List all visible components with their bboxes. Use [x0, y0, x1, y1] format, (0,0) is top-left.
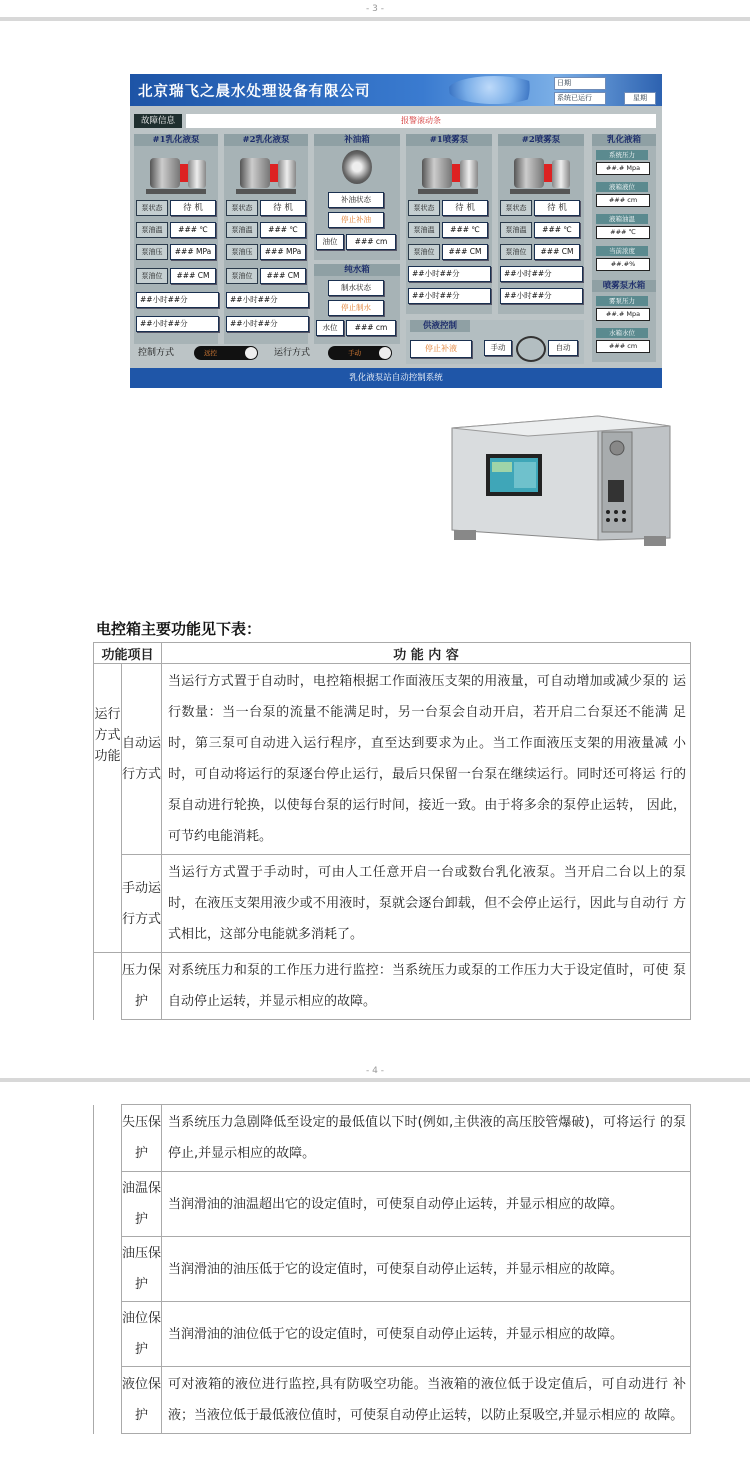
pump1-oilpress-value: ### MPa	[170, 244, 216, 260]
pump2-oilpress-value: ### MPa	[260, 244, 306, 260]
valve-icon	[516, 336, 546, 362]
table-header-row	[94, 643, 691, 664]
page-divider	[0, 17, 750, 21]
row-text: 当润滑油的油温超出它的设定值时，可使泵自动停止运转，并显示相应的故障。	[162, 1172, 691, 1237]
pump-icon	[146, 150, 206, 194]
control-mode-value: 远控	[204, 349, 217, 357]
table-row	[94, 1302, 691, 1367]
fault-info-button[interactable]: 故障信息	[134, 114, 182, 128]
pump1-panel	[134, 134, 218, 344]
pump2-oiltemp-label: 泵油温	[226, 222, 258, 238]
control-mode-toggle[interactable]	[194, 346, 258, 360]
supply-control-panel	[406, 320, 584, 364]
spray1-status-value: 待 机	[442, 200, 488, 216]
pump2-title: #2乳化液泵	[224, 134, 308, 146]
spray1-oiltemp-value: ### ℃	[442, 222, 488, 238]
oil-level-value: ### cm	[346, 234, 396, 250]
page-number-top: - 3 -	[366, 4, 384, 14]
pump1-status-value: 待 机	[170, 200, 216, 216]
system-status: 系统已运行	[554, 92, 606, 105]
spray-pressure-label: 雾泵压力	[596, 296, 648, 306]
pump2-oilpress-label: 泵油压	[226, 244, 258, 260]
manual-mode-label: 手动运行方式	[122, 855, 162, 953]
spray-tank-title: 喷雾泵水箱	[592, 280, 656, 292]
table-row	[94, 664, 691, 855]
tank-temp-label: 液箱油温	[596, 214, 648, 224]
spray2-oiltemp-label: 泵油温	[500, 222, 532, 238]
function-table-part1	[93, 642, 691, 1020]
spray2-status-value: 待 机	[534, 200, 580, 216]
group-label-run-mode: 运行方式功能	[94, 664, 122, 953]
tank-level-label: 液箱液位	[596, 182, 648, 192]
hmi-screen	[130, 74, 662, 388]
supply-stop: 停止补液	[410, 340, 472, 358]
pump2-status-label: 泵状态	[226, 200, 258, 216]
spray1-oillevel-label: 泵油位	[408, 244, 440, 260]
row-label: 失压保护	[122, 1105, 162, 1172]
pure-water-state: 制水状态	[328, 280, 384, 296]
spray1-panel	[406, 134, 492, 314]
spray-tank-panel	[592, 280, 656, 362]
spray-pressure-value: ##.# Mpa	[596, 308, 650, 321]
pump1-oilpress-label: 泵油压	[136, 244, 168, 260]
oil-tank-state: 补油状态	[328, 192, 384, 208]
supply-title: 供液控制	[410, 320, 470, 332]
page-divider	[0, 1078, 750, 1082]
pure-water-panel	[314, 264, 400, 344]
pump1-oiltemp-value: ### ℃	[170, 222, 216, 238]
water-level-value: ### cm	[346, 320, 396, 336]
table-row	[94, 1105, 691, 1172]
row-label: 液位保护	[122, 1367, 162, 1434]
emulsion-tank-panel	[592, 134, 656, 284]
pump1-oiltemp-label: 泵油温	[136, 222, 168, 238]
hmi-footer: 乳化液泵站自动控制系统	[130, 368, 662, 388]
run-mode-toggle[interactable]	[328, 346, 392, 360]
concentration-value: ##.#%	[596, 258, 650, 271]
table-row	[94, 1367, 691, 1434]
spray2-oillevel-label: 泵油位	[500, 244, 532, 260]
pump2-status-value: 待 机	[260, 200, 306, 216]
spray2-runtime2: ##小时##分	[500, 288, 583, 304]
tank-icon	[342, 150, 372, 184]
oil-tank-title: 补油箱	[314, 134, 400, 146]
row-label: 油压保护	[122, 1237, 162, 1302]
manual-button[interactable]: 手动	[484, 340, 512, 356]
function-table-part2	[93, 1104, 691, 1434]
auto-mode-label: 自动运行方式	[122, 664, 162, 855]
pump2-runtime2: ##小时##分	[226, 316, 309, 332]
row-label: 油温保护	[122, 1172, 162, 1237]
pump1-oillevel-label: 泵油位	[136, 268, 168, 284]
pressure-protect-text: 对系统压力和泵的工作压力进行监控：当系统压力或泵的工作压力大于设定值时，可使 泵自动停止运转，并显示相应的故障。	[162, 953, 691, 1020]
spray2-panel	[498, 134, 584, 314]
run-mode-value: 手动	[348, 349, 361, 357]
pump-icon	[418, 150, 478, 194]
auto-mode-text: 当运行方式置于自动时，电控箱根据工作面液压支架的用液量，可自动增加或减少泵的 运行数量：当一台泵的流量不能满足时，另一台泵会自动开启，若开启二台泵还不能满 足时，第三泵可自动进入运行程序，直至达到要求为止。当工作面液压支架的用液量减 小时，可自动将运行的泵逐台停止运行，最后只保留一台泵在继续运行。同时还可将运 行的泵自动进行轮换，以使每台泵的运行时间，接近一致。由于将多余的泵停止运转， 因此，可节约电能消耗。	[162, 664, 691, 855]
pump-icon	[236, 150, 296, 194]
table-row	[94, 1237, 691, 1302]
pump2-oillevel-label: 泵油位	[226, 268, 258, 284]
pump2-panel	[224, 134, 308, 344]
water-tank-level-value: ### cm	[596, 340, 650, 353]
oil-tank-panel	[314, 134, 400, 260]
spray2-runtime1: ##小时##分	[500, 266, 583, 282]
spray1-title: #1喷雾泵	[406, 134, 492, 146]
row-text: 当润滑油的油位低于它的设定值时，可使泵自动停止运转，并显示相应的故障。	[162, 1302, 691, 1367]
week-label: 星期	[624, 92, 656, 105]
system-pressure-value: ##.# Mpa	[596, 162, 650, 175]
auto-button[interactable]: 自动	[548, 340, 578, 356]
spray2-oiltemp-value: ### ℃	[534, 222, 580, 238]
spray2-status-label: 泵状态	[500, 200, 532, 216]
pump1-title: #1乳化液泵	[134, 134, 218, 146]
pump2-oillevel-value: ### CM	[260, 268, 306, 284]
header-item: 功能项目	[94, 643, 162, 664]
globe-graphic	[448, 76, 540, 104]
table-row	[94, 1172, 691, 1237]
control-mode-label: 控制方式	[138, 348, 175, 358]
empty-cell	[94, 1105, 122, 1434]
pump1-status-label: 泵状态	[136, 200, 168, 216]
tank-temp-value: ### ℃	[596, 226, 650, 239]
oil-level-label: 油位	[316, 234, 344, 250]
run-mode-label: 运行方式	[274, 348, 311, 358]
alarm-ticker: 报警滚动条	[186, 114, 656, 128]
row-text: 当润滑油的油压低于它的设定值时，可使泵自动停止运转，并显示相应的故障。	[162, 1237, 691, 1302]
control-cabinet-image	[448, 408, 678, 558]
row-text: 当系统压力急剧降低至设定的最低值以下时(例如,主供液的高压胶管爆破)，可将运行 的泵停止,并显示相应的故障。	[162, 1105, 691, 1172]
spray1-status-label: 泵状态	[408, 200, 440, 216]
pump-icon	[510, 150, 570, 194]
spray2-oillevel-value: ### CM	[534, 244, 580, 260]
hmi-title-bar	[130, 74, 662, 106]
water-tank-level-label: 水箱水位	[596, 328, 648, 338]
page-number-middle: - 4 -	[366, 1066, 384, 1076]
empty-cell	[94, 953, 122, 1020]
pump1-oillevel-value: ### CM	[170, 268, 216, 284]
water-level-label: 水位	[316, 320, 344, 336]
table-row	[94, 855, 691, 953]
pump2-runtime1: ##小时##分	[226, 292, 309, 308]
row-text: 可对液箱的液位进行监控,具有防吸空功能。当液箱的液位低于设定值后，可自动进行 补液；当液位低于最低液位值时，可使泵自动停止运转，以防止泵吸空,并显示相应的 故障。	[162, 1367, 691, 1434]
system-pressure-label: 系统压力	[596, 150, 648, 160]
pure-water-stop: 停止制水	[328, 300, 384, 316]
manual-mode-text: 当运行方式置于手动时，可由人工任意开启一台或数台乳化液泵。当开启二台以上的泵 时，在液压支架用液少或不用液时，泵就会逐台卸载，但不会停止运行，因此与自动行 方式相比，这部分电能就多消耗了。	[162, 855, 691, 953]
pump1-runtime2: ##小时##分	[136, 316, 219, 332]
pure-water-title: 纯水箱	[314, 264, 400, 276]
oil-tank-stop: 停止补油	[328, 212, 384, 228]
date-label: 日期	[554, 77, 606, 90]
spray1-runtime2: ##小时##分	[408, 288, 491, 304]
emulsion-tank-title: 乳化液箱	[592, 134, 656, 146]
table-row	[94, 953, 691, 1020]
row-label: 油位保护	[122, 1302, 162, 1367]
pump1-runtime1: ##小时##分	[136, 292, 219, 308]
header-content: 功 能 内 容	[162, 643, 691, 664]
spray1-oillevel-value: ### CM	[442, 244, 488, 260]
spray1-oiltemp-label: 泵油温	[408, 222, 440, 238]
pressure-protect-label: 压力保护	[122, 953, 162, 1020]
spray2-title: #2喷雾泵	[498, 134, 584, 146]
pump2-oiltemp-value: ### ℃	[260, 222, 306, 238]
concentration-label: 当前浓度	[596, 246, 648, 256]
section-heading: 电控箱主要功能见下表：	[96, 620, 262, 638]
spray1-runtime1: ##小时##分	[408, 266, 491, 282]
company-name: 北京瑞飞之晨水处理设备有限公司	[138, 83, 371, 100]
tank-level-value: ### cm	[596, 194, 650, 207]
